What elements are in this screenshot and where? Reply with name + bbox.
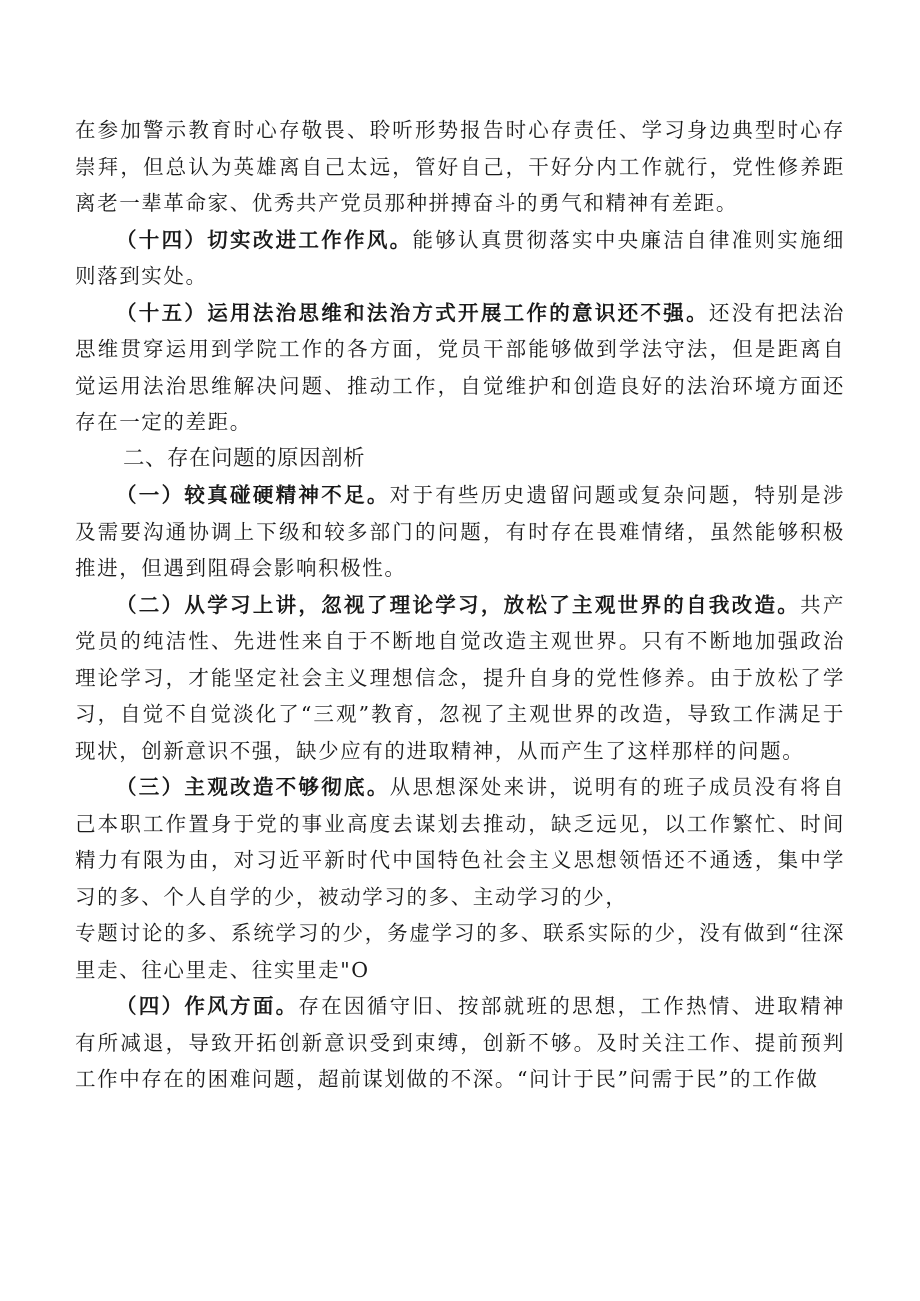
paragraph-4-lead: （一）较真碰硬精神不足。	[116, 483, 390, 507]
section-heading: 二、存在问题的原因剖析	[123, 445, 366, 471]
paragraph-6-text: 从思想深处来讲，说明有的班子成员没有将自己本职工作置身于党的事业高度去谋划去推动，缺乏远见，以工作繁忙、时间精力有限为由，对习近平新时代中国特色社会主义思想领悟还不通透，集中学习的多、个人自学的少，被动学习的多、主动学习的少，	[75, 775, 845, 909]
paragraph-3-text: 还没有把法治思维贯穿运用到学院工作的各方面，党员干部能够做到学法守法，但是距离自觉运用法治思维解决问题、推动工作，自觉维护和创造良好的法治环境方面还存在一定的差距。	[75, 300, 845, 434]
paragraph-2-text: 能够认真贯彻落实中央廉洁自律准则实施细则落到实处。	[75, 227, 845, 288]
paragraph-5-lead: （二）从学习上讲，忽视了理论学习，放松了主观世界的自我改造。	[116, 592, 801, 617]
paragraph-6-lead: （三）主观改造不够彻底。	[116, 775, 390, 799]
paragraph-8-text: 存在因循守旧、按部就班的思想，工作热情、进取精神有所减退，导致开拓创新意识受到束缚，创新不够。及时关注工作、提前预判工作中存在的困难问题，超前谋划做的不深。“问计于民”问需于民”的工作做	[75, 994, 845, 1091]
paragraph-2	[75, 222, 845, 295]
paragraph-7-text: 专题讨论的多、系统学习的少，务虚学习的多、联系实际的少，没有做到“往深里走、往心里走、往实里走"O	[75, 921, 845, 982]
paragraph-1-text: 在参加警示教育时心存敬畏、聆听形势报告时心存责任、学习身边典型时心存崇拜，但总认为英雄离自己太远，管好自己，干好分内工作就行，党性修养距离老一辈革命家、优秀共产党员那种拼搏奋斗的勇气和精神有差距。	[75, 118, 845, 215]
paragraph-3-lead: （十五）运用法治思维和法治方式开展工作的意识还不强。	[116, 300, 709, 325]
paragraph-4-text: 对于有些历史遗留问题或复杂问题，特别是涉及需要沟通协调上下级和较多部门的问题，有时存在畏难情绪，虽然能够积极推进，但遇到阻碍会影响积极性。	[75, 483, 845, 580]
paragraph-2-lead: （十四）切实改进工作作风。	[116, 227, 413, 252]
paragraph-6	[75, 769, 845, 915]
paragraph-4	[75, 477, 845, 587]
paragraph-8-lead: （四）作风方面。	[116, 994, 299, 1018]
paragraph-7	[75, 915, 845, 988]
paragraph-1	[75, 112, 845, 222]
paragraph-5	[75, 587, 845, 770]
paragraph-3	[75, 295, 845, 441]
paragraph-5-text: 共产党员的纯洁性、先进性来自于不断地自觉改造主观世界。只有不断地加强政治理论学习，才能坚定社会主义理想信念，提升自身的党性修养。由于放松了学习，自觉不自觉淡化了“三观”教育，忽视了主观世界的改造，导致工作满足于现状，创新意识不强，缺少应有的进取精神，从而产生了这样那样的问题。	[75, 592, 845, 763]
document-page	[75, 112, 845, 1098]
paragraph-8	[75, 988, 845, 1098]
